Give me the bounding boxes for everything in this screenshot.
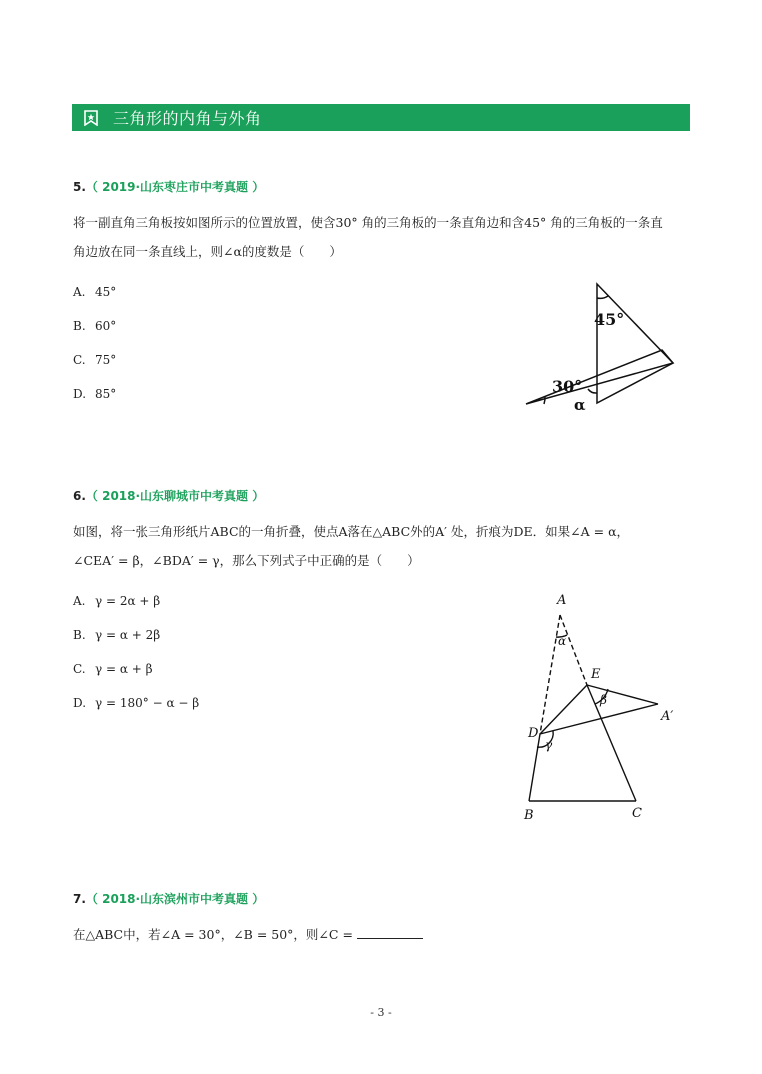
- side-db: [529, 734, 540, 801]
- question-6-header: [73, 487, 264, 504]
- question-5-header: [73, 178, 264, 195]
- question-number: 6.: [73, 489, 86, 503]
- label-alpha: α: [574, 396, 586, 414]
- question-number: 5.: [73, 180, 86, 194]
- question-6-line-1: 如图，将一张三角形纸片ABC的一角折叠，使点A落在△ABC外的A′ 处，折痕为DE．如果∠A = α，: [73, 524, 630, 539]
- fold-de: [540, 685, 587, 734]
- label-c: C: [632, 806, 642, 821]
- label-alpha: α: [558, 634, 567, 648]
- question-7-text: [73, 920, 423, 950]
- page-number: - 3 -: [370, 1006, 392, 1019]
- label-a-prime: A′: [661, 709, 674, 724]
- question-6-line-2: ∠CEA′ = β，∠BDA′ = γ，那么下列式子中正确的是（ ）: [73, 553, 420, 568]
- bookmark-star-icon: [83, 110, 99, 126]
- question-source: （ 2018·山东聊城市中考真题 ）: [85, 489, 265, 503]
- section-title: 三角形的内角与外角: [113, 109, 262, 128]
- label-30: 30°: [552, 377, 583, 396]
- label-a: A: [557, 593, 567, 608]
- label-gamma: γ: [545, 738, 553, 752]
- question-5-figure: [520, 280, 680, 415]
- question-source: （ 2018·山东滨州市中考真题 ）: [85, 892, 265, 906]
- dashed-ae: [560, 615, 587, 685]
- label-d: D: [528, 726, 539, 741]
- side-ec: [587, 685, 636, 801]
- fold-da: [540, 704, 658, 734]
- question-source: （ 2019·山东枣庄市中考真题 ）: [85, 180, 265, 194]
- question-5-line-2: 角边放在同一条直线上，则∠α的度数是（ ）: [73, 244, 342, 259]
- section-header: [72, 104, 690, 131]
- question-5-option-c: C. 75°: [73, 353, 117, 367]
- answer-blank[interactable]: [357, 926, 423, 939]
- question-6-figure: [515, 585, 695, 825]
- question-6-option-b: B. γ = α + 2β: [73, 628, 161, 642]
- label-beta: β: [600, 693, 607, 707]
- angle-arc-alpha: [588, 389, 597, 393]
- question-5-option-a: A. 45°: [73, 285, 117, 299]
- label-45: 45°: [594, 310, 625, 329]
- fold-ea: [587, 685, 658, 704]
- question-number: 7.: [73, 892, 86, 906]
- question-6-option-d: D. γ = 180° − α − β: [73, 696, 200, 710]
- triangle-45: [597, 284, 673, 403]
- label-e: E: [591, 667, 601, 682]
- question-5-option-d: D. 85°: [73, 387, 117, 401]
- question-6-option-a: A. γ = 2α + β: [73, 594, 161, 608]
- question-5-line-1: 将一副直角三角板按如图所示的位置放置，使含30° 角的三角板的一条直角边和含45° 角的三角板的一条直: [73, 215, 663, 230]
- question-7-body: 在△ABC中，若∠A = 30°，∠B = 50°，则∠C =: [73, 927, 357, 942]
- question-7-header: [73, 890, 264, 907]
- angle-arc-45: [597, 296, 608, 298]
- triangle-30: [526, 350, 673, 404]
- question-5-option-b: B. 60°: [73, 319, 117, 333]
- label-b: B: [524, 808, 534, 823]
- question-6-option-c: C. γ = α + β: [73, 662, 153, 676]
